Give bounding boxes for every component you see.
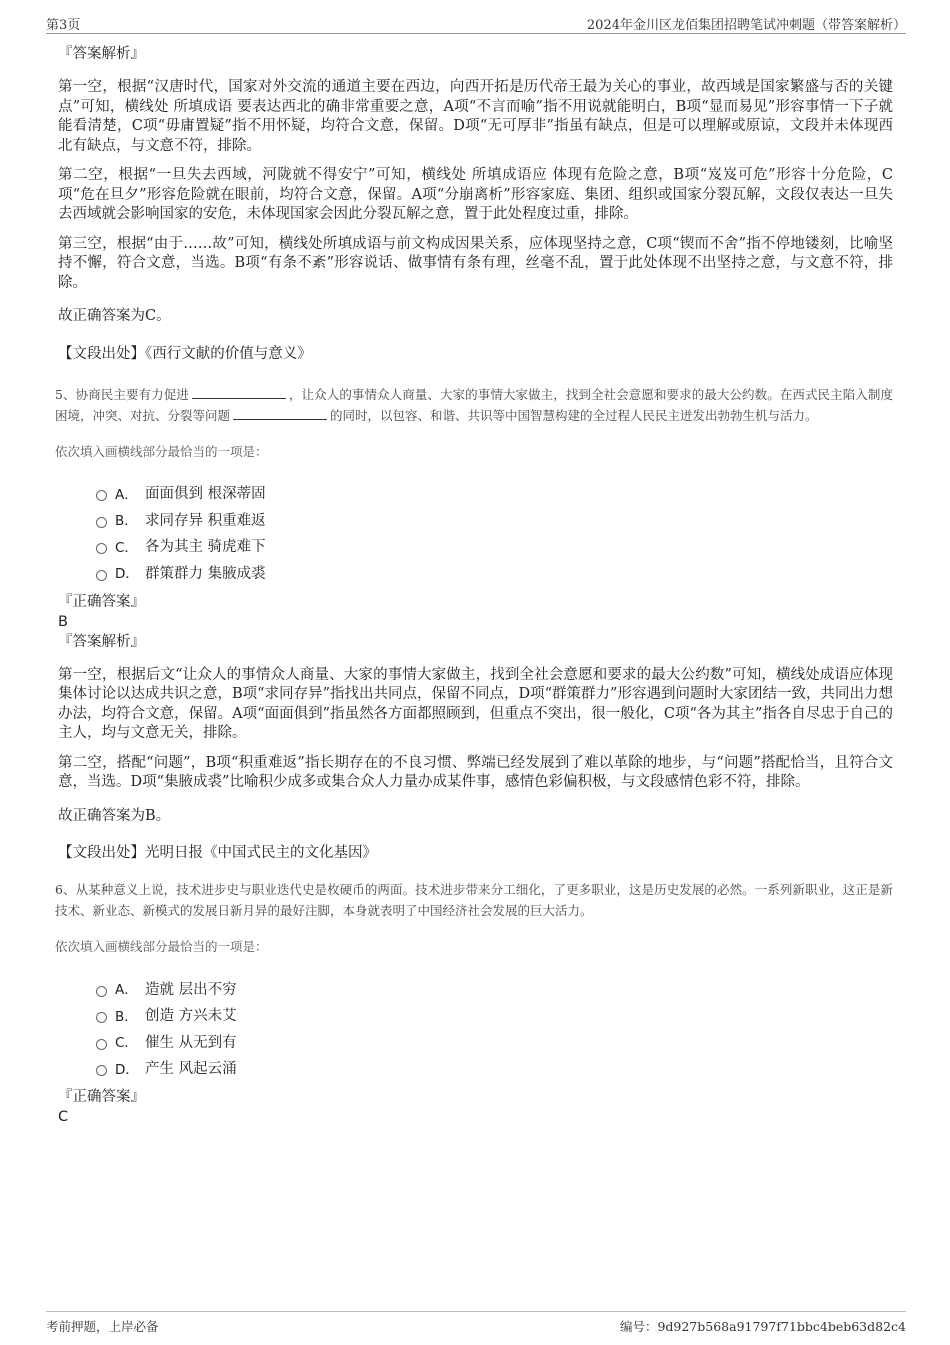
radio-icon[interactable] xyxy=(96,543,107,554)
question-prompt: 依次填入画横线部分最恰当的一项是： xyxy=(55,939,268,954)
page-number: 第3页 xyxy=(46,18,81,33)
source-citation: 【文段出处】《西行文献的价值与意义》 xyxy=(58,345,312,362)
option-a[interactable]: A． 面面俱到 根深蒂固 xyxy=(96,480,893,507)
analysis-label: 『答案解析』 xyxy=(58,633,145,650)
page-header xyxy=(46,12,906,34)
option-d[interactable]: D． 群策群力 集腋成裘 xyxy=(96,559,893,586)
answer-label: 『正确答案』 xyxy=(58,1089,145,1105)
option-c[interactable]: C． 各为其主 骑虎难下 xyxy=(96,533,893,560)
page-footer xyxy=(46,1311,906,1335)
option-b[interactable]: B． 求同存异 积重难返 xyxy=(96,506,893,533)
main-content xyxy=(55,44,893,1127)
radio-icon[interactable] xyxy=(96,1012,107,1023)
analysis-paragraph-2: 第二空，搭配“问题”，B项“积重难返”指长期存在的不良习惯、弊端已经发展到了难以革除的地步，与“问题”搭配恰当，且符合文意，当选。D项“集腋成裘”比喻积少成多或集合众人力量办成某件事，感情色彩偏积极，与文段感情色彩不符，排除。 xyxy=(58,754,893,790)
radio-icon[interactable] xyxy=(96,490,107,501)
analysis-paragraph-1: 第一空，根据后文“让众人的事情众人商量、大家的事情大家做主，找到全社会意愿和要求的最大公约数”可知，横线处成语应体现集体讨论以达成共识之意，B项“求同存异”指找出共同点，保留不同点，D项“群策群力”形容遇到问题时大家团结一致，共同出力想办法，均符合文意，保留。A项“面面俱到”指虽然各方面都照顾到，但重点不突出，很一般化，C项“各为其主”指各自尽忠于自己的主人，均与文意无关，排除。 xyxy=(58,666,893,741)
blank-1 xyxy=(192,387,286,399)
question-text: 6、从某种意义上说，技术进步史与职业迭代史是枚硬币的两面。技术进步带来分工细化，了更多职业，这是历史发展的必然。一系列新职业，这正是新技术、新业态、新模式的发展日新月异的最好注脚，本身就表明了中国经济社会发展的巨大活力。 xyxy=(55,882,893,918)
conclusion: 故正确答案为C。 xyxy=(58,308,171,324)
option-c[interactable]: C． 催生 从无到有 xyxy=(96,1028,893,1055)
footer-slogan: 考前押题，上岸必备 xyxy=(46,1319,159,1334)
radio-icon[interactable] xyxy=(96,1039,107,1050)
radio-icon[interactable] xyxy=(96,1065,107,1076)
option-a[interactable]: A． 造就 层出不穷 xyxy=(96,975,893,1002)
conclusion: 故正确答案为B。 xyxy=(58,807,171,824)
blank-2 xyxy=(233,408,327,420)
analysis-paragraph-3: 第三空，根据“由于……故”可知，横线处所填成语与前文构成因果关系，应体现坚持之意，C项“锲而不舍”指不停地镂刻，比喻坚持不懈，符合文意，当选。B项“有条不紊”形容说话、做事情有条有理，丝毫不乱，置于此处体现不出坚持之意，与文意不符，排除。 xyxy=(58,235,893,291)
question-6 xyxy=(55,879,893,1127)
question-text: 5、协商民主要有力促进 ，让众人的事情众人商量、大家的事情大家做主，找到全社会意愿和要求的最大公约数。在西式民主陷入制度困境，冲突、对抗、分裂等问题 的同时，以包容、和谐、共识等中国智慧构建的全过程人民民主迸发出勃勃生机与活力。 xyxy=(55,386,893,423)
correct-answer: C xyxy=(58,1109,69,1125)
radio-icon[interactable] xyxy=(96,986,107,997)
radio-icon[interactable] xyxy=(96,570,107,581)
document-code: 编号：9d927b568a91797f71bbc4beb63d82c4 xyxy=(619,1319,906,1334)
question-prompt: 依次填入画横线部分最恰当的一项是： xyxy=(55,443,268,459)
q4-analysis xyxy=(58,44,893,364)
document-title: 2024年金川区龙佰集团招聘笔试冲刺题（带答案解析） xyxy=(586,18,906,33)
analysis-label: 『答案解析』 xyxy=(58,46,145,62)
analysis-paragraph-2: 第二空，根据“一旦失去西域，河陇就不得安宁”可知，横线处 所填成语应 体现有危险之意，B项“岌岌可危”形容十分危险，C项“危在旦夕”形容危险就在眼前，均符合文意，保留。A项“分崩离析”形容家庭、集团、组织或国家分裂瓦解，文段仅表达一旦失去西域就会影响国家的安危，未体现国家会因此分裂瓦解之意，置于此处程度过重，排除。 xyxy=(58,167,893,222)
analysis-paragraph-1: 第一空，根据“汉唐时代，国家对外交流的通道主要在西边，向西开拓是历代帝王最为关心的事业，故西域是国家繁盛与否的关键点”可知，横线处 所填成语 要表达西北的确非常重要之意，A项“不言而喻”指不用说就能明白，B项“显而易见”形容事情一下子就能看清楚，C项“毋庸置疑”指不用怀疑，均符合文意，保留。D项“无可厚非”指虽有缺点，但是可以理解或原谅，文段并未体现西北有缺点，与文意不符，排除。 xyxy=(58,79,893,154)
options-list xyxy=(96,480,893,586)
option-d[interactable]: D． 产生 风起云涌 xyxy=(96,1055,893,1082)
options-list xyxy=(96,975,893,1081)
radio-icon[interactable] xyxy=(96,517,107,528)
correct-answer: B xyxy=(58,613,68,630)
answer-label: 『正确答案』 xyxy=(58,593,145,610)
source-citation: 【文段出处】光明日报《中国式民主的文化基因》 xyxy=(58,845,377,861)
question-5 xyxy=(55,384,893,864)
option-b[interactable]: B． 创造 方兴未艾 xyxy=(96,1002,893,1029)
